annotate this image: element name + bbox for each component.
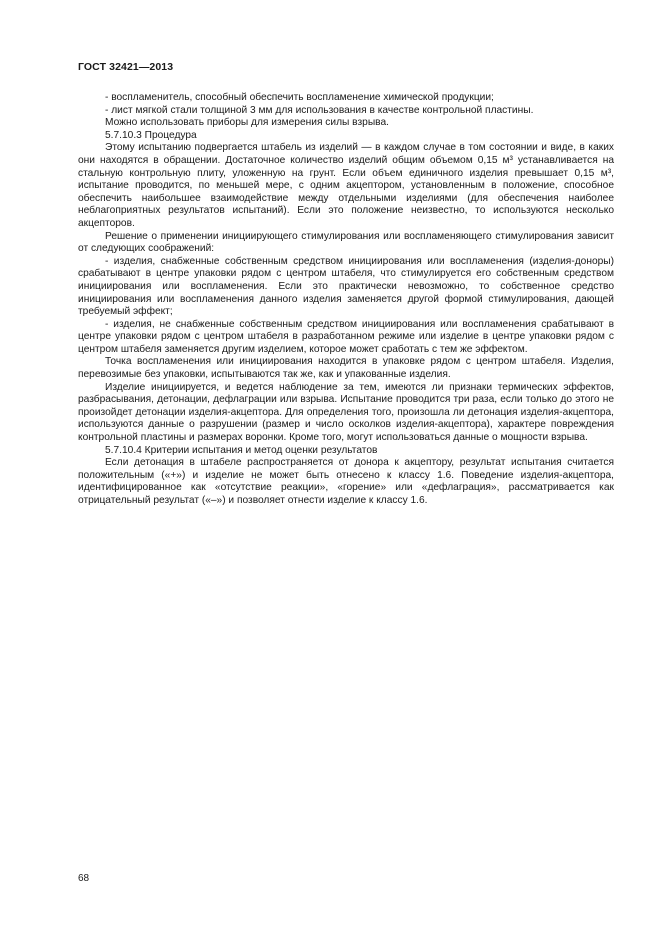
paragraph: Решение о применении инициирующего стимулирования или воспламеняющего стимулирования зависит от следующих соображений: [78,230,614,255]
list-item: - воспламенитель, способный обеспечить воспламенение химической продукции; [105,92,494,103]
paragraph: Можно использовать приборы для измерения силы взрыва. [105,117,389,129]
paragraph: Изделие инициируется, и ведется наблюдение за тем, имеются ли признаки термических эффектов, разбрасывания, детонации, дефлаграции или взрыва. Испытание проводится три раза, если только до этого не произойдет детонации изделия-акцептора. Для определения того, произошла ли детонация изделия-акцептора, используются данные о разрушении (размер и число осколков изделия-акцептора), характере повреждения контрольной пластины и размерах воронки. Кроме того, могут использоваться данные о мощности взрыва. [78,381,614,444]
list-item: - изделия, не снабженные собственным средством инициирования или воспламенения срабатывают в центре упаковки рядом с центром штабеля в разработанном режиме или изделие в центре упаковки рядом с центром штабеля заменяется другим изделием, которое может сработать с тем же эффектом. [78,318,614,355]
section-heading: 5.7.10.3 Процедура [105,129,197,141]
paragraph: Точка воспламенения или инициирования находится в упаковке рядом с центром штабеля. Изделия, перевозимые без упаковки, испытываются так же, как и упакованные изделия. [78,356,614,381]
paragraph: Этому испытанию подвергается штабель из изделий — в каждом случае в том состоянии и виде, в каких они находятся в обращении. Достаточное количество изделий общим объемом 0,15 м³ устанавливается на стальную контрольную плиту, уложенную на грунт. Если объем единичного изделия превышает 0,15 м³, испытание проводится, по меньшей мере, с одним акцептором, установленным в положение, способное обеспечить наибольшее взаимодействие между отдельными изделиями (для обеспечения наиболее неблагоприятных результатов испытаний). Если это положение неизвестно, то используются несколько акцепторов. [78,142,614,229]
paragraph: Если детонация в штабеле распространяется от донора к акцептору, результат испытания считается положительным («+») и изделие не может быть отнесено к классу 1.6. Поведение изделия-акцептора, идентифицированное как «отсутствие реакции», «горение» или «дефлаграция», рассматривается как отрицательный результат («–») и позволяет отнести изделие к классу 1.6. [78,457,614,506]
section-heading: 5.7.10.4 Критерии испытания и метод оценки результатов [105,444,378,456]
list-item: - лист мягкой стали толщиной 3 мм для использования в качестве контрольной пластины. [105,104,534,116]
page-number: 68 [78,873,90,884]
document-body [78,92,614,508]
document-header: ГОСТ 32421—2013 [78,61,174,73]
list-item: - изделия, снабженные собственным средством инициирования или воспламенения (изделия-доноры) срабатывают в центре упаковки рядом с центром штабеля, что стимулируется его собственным средством инициирования или воспламенения. Если это практически невозможно, то собственное средство инициирования или воспламенения данного изделия заменяется другой формой стимулирования, дающей требуемый эффект; [78,255,614,318]
